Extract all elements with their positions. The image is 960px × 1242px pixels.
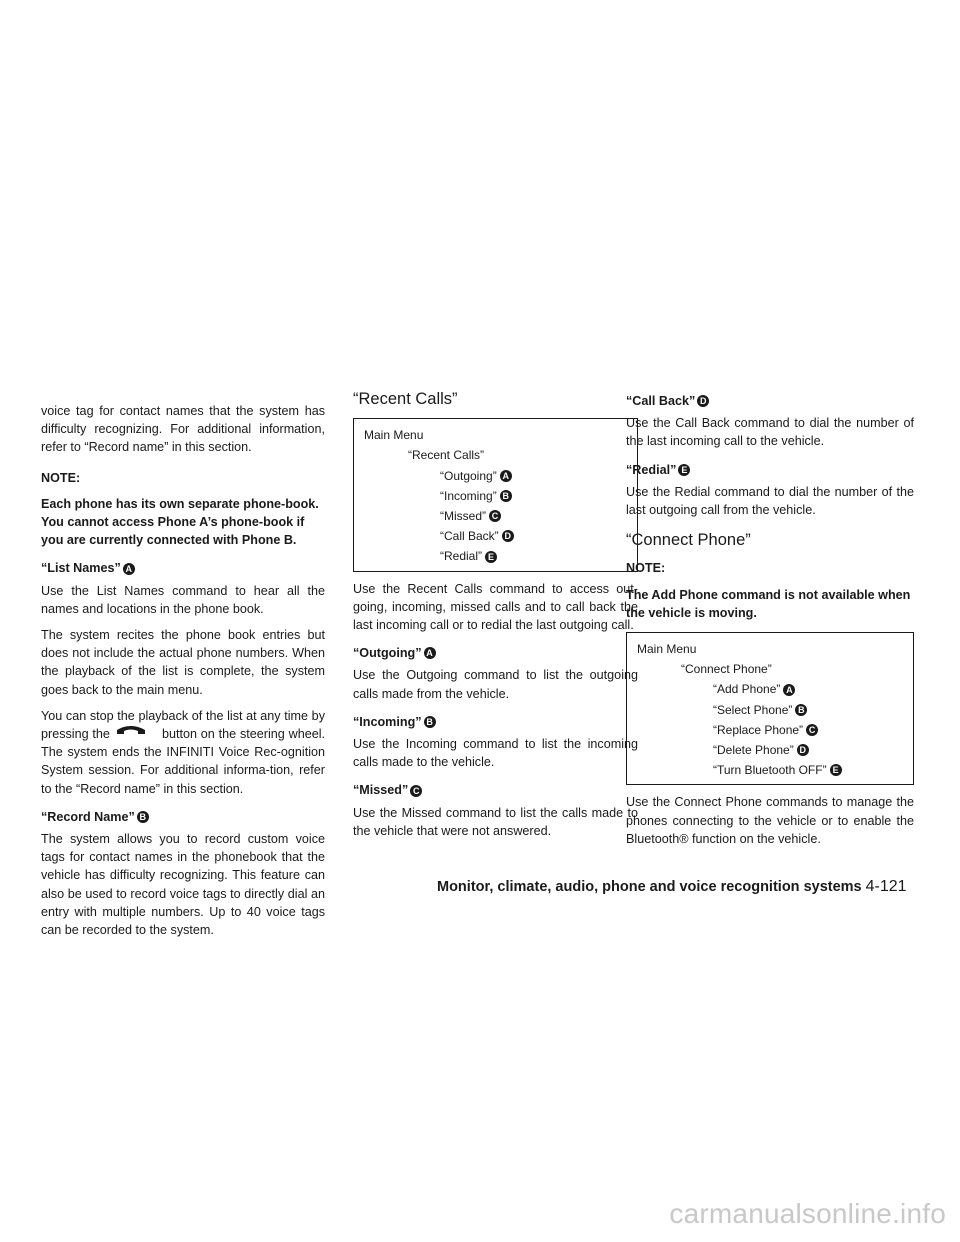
heading-text: “Call Back” bbox=[626, 394, 696, 408]
menu-item-label: “Replace Phone” bbox=[713, 722, 804, 737]
footer-section-title: Monitor, climate, audio, phone and voice recognition systems bbox=[437, 879, 862, 895]
note-body: The Add Phone command is not available when the vehicle is moving. bbox=[626, 587, 911, 620]
menu-item bbox=[637, 679, 913, 699]
menu-item-label: “Outgoing” bbox=[440, 468, 497, 483]
missed-heading bbox=[353, 781, 638, 799]
callout-b-icon: B bbox=[795, 704, 807, 716]
menu-parent: “Connect Phone” bbox=[681, 662, 772, 677]
menu-item bbox=[364, 486, 637, 506]
callout-b-icon: B bbox=[137, 811, 149, 823]
page-number: 4-121 bbox=[865, 878, 907, 895]
heading-text: “Record Name” bbox=[41, 809, 135, 824]
redial-heading bbox=[626, 461, 914, 479]
menu-item-label: “Select Phone” bbox=[713, 702, 793, 717]
paragraph: Use the Outgoing command to list the outgoing calls made from the vehicle. bbox=[353, 668, 638, 701]
menu-item bbox=[637, 740, 913, 760]
callout-d-icon: D bbox=[697, 395, 709, 407]
callout-d-icon: D bbox=[797, 744, 809, 756]
callout-a-icon: A bbox=[500, 470, 512, 482]
paragraph: Use the Incoming command to list the incoming calls made to the vehicle. bbox=[353, 737, 638, 770]
callout-e-icon: E bbox=[485, 551, 497, 563]
menu-root: Main Menu bbox=[637, 642, 697, 657]
menu-item bbox=[364, 546, 637, 566]
callout-b-icon: B bbox=[424, 716, 436, 728]
incoming-heading bbox=[353, 713, 638, 731]
watermark: carmanualsonline.info bbox=[669, 1198, 946, 1229]
callout-e-icon: E bbox=[678, 464, 690, 476]
menu-item-label: “Turn Bluetooth OFF” bbox=[713, 763, 827, 778]
paragraph: The system recites the phone book entries but does not include the actual phone numbers. When the playback of the list is complete, the system goes back to the main menu. bbox=[41, 628, 325, 697]
page-footer bbox=[437, 878, 907, 896]
paragraph: Use the List Names command to hear all the names and locations in the phone book. bbox=[41, 583, 325, 616]
menu-item-label: “Add Phone” bbox=[713, 682, 781, 697]
outgoing-heading bbox=[353, 644, 638, 662]
menu-item-label: “Call Back” bbox=[440, 529, 499, 544]
menu-item bbox=[637, 720, 913, 740]
callout-a-icon: A bbox=[123, 563, 135, 575]
heading-text: “Redial” bbox=[626, 462, 677, 477]
paragraph: The system allows you to record custom voice tags for contact names in the phonebook that the vehicle has difficulty recognizing. This feature can also be used to record voice tags to directly dial an entry with multiple numbers. Up to 40 voice tags can be recorded to the system. bbox=[41, 832, 325, 938]
menu-item bbox=[364, 466, 637, 486]
menu-parent: “Recent Calls” bbox=[408, 448, 485, 463]
list-names-heading bbox=[41, 559, 325, 577]
paragraph: voice tag for contact names that the system has difficulty recognizing. For additional information, refer to “Record name” in this section. bbox=[41, 404, 325, 455]
menu-item-label: “Missed” bbox=[440, 509, 487, 524]
menu-root: Main Menu bbox=[364, 428, 424, 443]
callout-e-icon: E bbox=[830, 764, 842, 776]
paragraph: Use the Call Back command to dial the number of the last incoming call to the vehicle. bbox=[626, 416, 914, 449]
section-title: “Connect Phone” bbox=[626, 531, 751, 550]
callout-c-icon: C bbox=[489, 510, 501, 522]
paragraph: Use the Missed command to list the calls made to the vehicle that were not answered. bbox=[353, 805, 638, 838]
menu-tree-box bbox=[353, 418, 638, 571]
record-name-heading bbox=[41, 808, 325, 826]
heading-text: “Incoming” bbox=[353, 714, 422, 729]
paragraph: Use the Redial command to dial the number of the last outgoing call from the vehicle. bbox=[626, 484, 914, 518]
menu-item bbox=[637, 700, 913, 720]
heading-text: “Outgoing” bbox=[353, 646, 422, 661]
heading-text: “Missed” bbox=[353, 783, 409, 798]
heading-text: “List Names” bbox=[41, 561, 121, 576]
callout-a-icon: A bbox=[783, 684, 795, 696]
callout-b-icon: B bbox=[500, 490, 512, 502]
paragraph: Use the Connect Phone commands to manage the phones connecting to the vehicle or to enable the Bluetooth® function on the vehicle. bbox=[626, 795, 914, 846]
menu-item-label: “Delete Phone” bbox=[713, 743, 794, 758]
menu-item bbox=[637, 760, 913, 780]
text-part: button on the steering wheel. The system ends the INFINITI Voice Rec-ognition System session. For additional informa-tion, refer to the “Record name” in this section. bbox=[41, 727, 326, 796]
menu-item bbox=[364, 526, 637, 546]
column-1 bbox=[41, 402, 325, 947]
section-title: “Recent Calls” bbox=[353, 390, 458, 408]
callout-c-icon: C bbox=[806, 724, 818, 736]
note-body: Each phone has its own separate phone-book. You cannot access Phone A’s phone-book if you are currently connected with Phone B. bbox=[41, 496, 319, 548]
callout-a-icon: A bbox=[424, 647, 436, 659]
menu-item-label: “Incoming” bbox=[440, 488, 497, 503]
column-2 bbox=[353, 390, 638, 848]
callout-d-icon: D bbox=[502, 530, 514, 542]
column-3 bbox=[626, 392, 914, 856]
text-part: You can stop the playback of the list at any time by pressing the bbox=[41, 708, 325, 742]
paragraph-with-icon bbox=[41, 707, 325, 798]
note-heading: NOTE: bbox=[626, 561, 666, 576]
menu-item bbox=[364, 506, 637, 526]
call-back-heading bbox=[626, 392, 914, 410]
paragraph: Use the Recent Calls command to access out-going, incoming, missed calls and to call back the last incoming call or to redial the last outgoing call. bbox=[353, 581, 638, 633]
menu-tree-box bbox=[626, 632, 914, 785]
menu-item-label: “Redial” bbox=[440, 549, 483, 564]
note-heading: NOTE: bbox=[41, 470, 81, 485]
callout-c-icon: C bbox=[410, 785, 422, 797]
phone-hangup-icon bbox=[114, 725, 148, 735]
